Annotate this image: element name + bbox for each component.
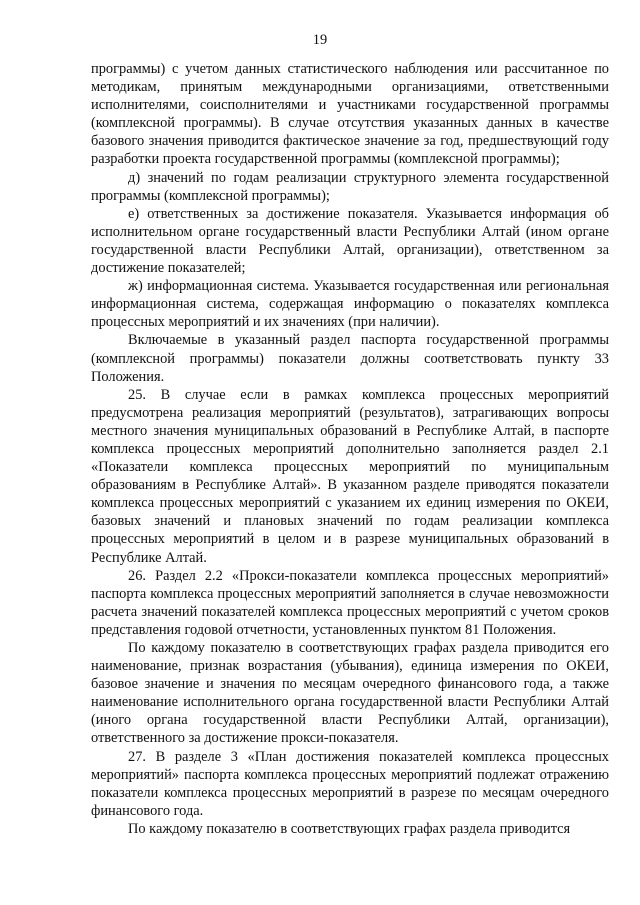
paragraph: Включаемые в указанный раздел паспорта государственной программы (комплексной программы) показатели должны соответствовать пункту 33 Положения. [91, 332, 609, 385]
paragraph: 27. В разделе 3 «План достижения показателей комплекса процессных мероприятий» паспорта комплекса процессных мероприятий подлежат отражению показатели комплекса процессных мероприятий в разрезе по месяцам очередного финансового года. [91, 748, 609, 819]
paragraph: По каждому показателю в соответствующих графах раздела приводится его наименование, признак возрастания (убывания), единица измерения по ОКЕИ, базовое значение и значения по месяцам очередного финансового года, а также наименование исполнительного органа государственной власти Республики Алтай (иного органа государственной власти Республики Алтай, организации), ответственного за достижение прокси-показателя. [91, 640, 609, 747]
paragraph: д) значений по годам реализации структурного элемента государственной программы (комплексной программы); [91, 169, 609, 204]
page-number: 19 [312, 32, 328, 48]
paragraph: е) ответственных за достижение показателя. Указывается информация об исполнительном органе государственный власти Республики Алтай (ином органе государственной власти Республики Алтай, организации), ответственном за достижение показателей; [91, 205, 609, 277]
paragraph: 25. В случае если в рамках комплекса процессных мероприятий предусмотрена реализация мероприятий (результатов), затрагивающих вопросы местного значения муниципальных образований в Республике Алтай, в паспорте комплекса процессных мероприятий дополнительно заполняется раздел 2.1 «Показатели комплекса процессных мероприятий по муниципальным образованиям в Республике Алтай». В указанном разделе приводятся показатели комплекса процессных мероприятий с указанием их единиц измерения по ОКЕИ, базовых значений и плановых значений по годам реализации комплекса процессных мероприятий в целом и в разрезе муниципальных образований в Республике Алтай. [91, 386, 609, 566]
document-body [91, 60, 609, 838]
paragraph: программы) с учетом данных статистического наблюдения или рассчитанное по методикам, принятым международными организациями, ответственными исполнителями, соисполнителями и участниками государственной программы (комплексной программы). В случае отсутствия указанных данных в качестве базового значения приводится фактическое значение за год, предшествующий году разработки проекта государственной программы (комплексной программы); [91, 61, 609, 168]
paragraph: 26. Раздел 2.2 «Прокси-показатели комплекса процессных мероприятий» паспорта комплекса процессных мероприятий заполняется в случае невозможности расчета значений показателей комплекса процессных мероприятий с учетом сроков представления годовой отчетности, установленных пунктом 81 Положения. [91, 567, 609, 638]
paragraph: ж) информационная система. Указывается государственная или региональная информационная система, содержащая информацию о показателях комплекса процессных мероприятий и их значениях (при наличии). [91, 278, 609, 331]
paragraph: По каждому показателю в соответствующих графах раздела приводится [128, 820, 571, 837]
